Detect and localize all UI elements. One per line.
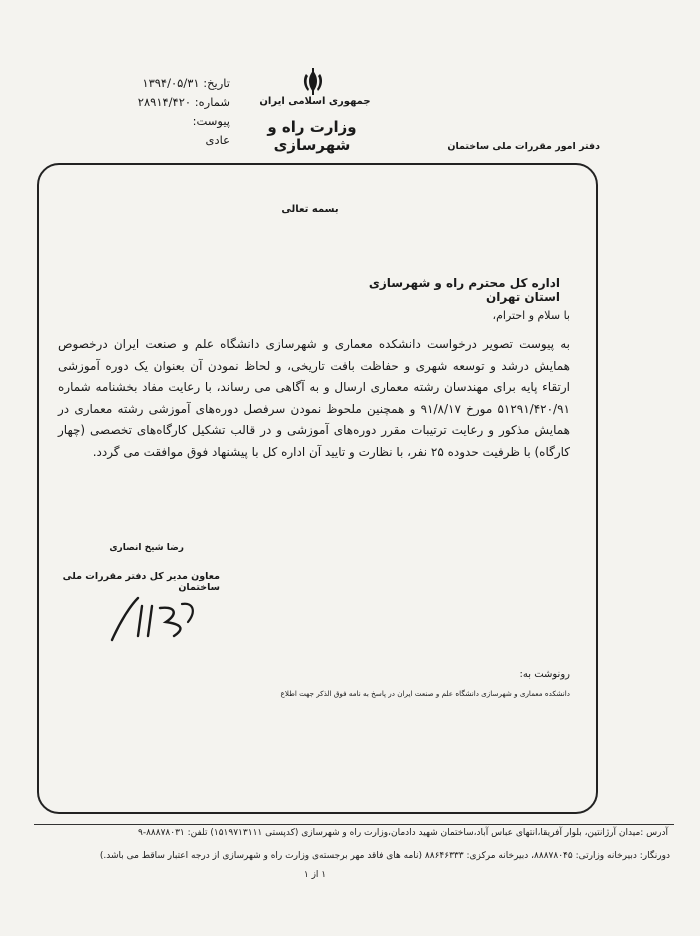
basmala: بسمه تعالی bbox=[281, 204, 339, 215]
footer-divider bbox=[34, 824, 674, 825]
signer-title: معاون مدیر کل دفتر مقررات ملی ساختمان bbox=[62, 571, 220, 593]
iran-emblem-icon bbox=[300, 68, 326, 96]
signature-icon bbox=[108, 592, 198, 644]
footer-address: آدرس :میدان آرژانتین، بلوار آفریقا،انتهای عباس آباد،ساختمان شهید دادمان،وزارت راه و شهرسازی (کدپستی ۱۵۱۹۷۱۳۱۱۱) تلفن: ۸۸۸۷۸۰۳۱-۹ bbox=[137, 828, 668, 838]
greeting: با سلام و احترام، bbox=[492, 309, 570, 322]
cc-recipient: دانشکده معماری و شهرسازی دانشگاه علم و صنعت ایران در پاسخ به نامه فوق الذکر جهت اطلاع bbox=[280, 689, 570, 698]
letter-number: شماره: ۲۸۹۱۴/۴۲۰ bbox=[137, 95, 230, 109]
letter-meta bbox=[60, 74, 230, 150]
cc-label: رونوشت به: bbox=[519, 669, 570, 680]
letter-date: تاریخ: ۱۳۹۴/۰۵/۳۱ bbox=[142, 76, 230, 90]
recipient: اداره کل محترم راه و شهرسازی استان تهران bbox=[368, 276, 560, 304]
ministry-name: وزارت راه و شهرسازی bbox=[267, 118, 357, 154]
page-number: ۱ از ۱ bbox=[303, 870, 327, 880]
letter-attachment: پیوست: bbox=[192, 114, 230, 128]
office-name: دفتر امور مقررات ملی ساختمان bbox=[447, 141, 600, 152]
footer-fax: دورنگار: دبیرخانه وزارتی: ۸۸۸۷۸۰۴۵، دبیرخانه مرکزی: ۸۸۶۴۶۳۳۳ (نامه های فاقد مهر برجسته‌ی وزارت راه و شهرسازی از درجه اعتبار ساقط می باشد.) bbox=[99, 851, 670, 861]
letter-body: به پیوست تصویر درخواست دانشکده معماری و شهرسازی دانشگاه علم و صنعت ایران درخصوص همایش درشد و توسعه شهری و حفاظت بافت تاریخی، و لحاظ نمودن آن بعنوان یک دوره آموزشی ارتقاء پایه برای مهندسان رشته معماری ارسال و به آگاهی می رساند، با رعایت مفاد بخشنامه شماره ۵۱۲۹۱/۴۲۰/۹۱ مورخ ۹۱/۸/۱۷ و همچنین ملحوظ نمودن سرفصل دوره‌های آموزشی رشته معماری در همایش مذکور و رعایت ترتیبات مقرر دوره‌های آموزشی و در قالب تشکیل کارگاه‌های تخصصی (چهار کارگاه) با ظرفیت حدوده ۲۵ نفر، با نظارت و تایید آن اداره کل با پیشنهاد فوق موافقت می گردد. bbox=[58, 337, 570, 459]
letter-classification: عادی bbox=[205, 133, 230, 147]
government-name: جمهوری اسلامی ایران bbox=[259, 96, 371, 107]
letter-frame bbox=[37, 163, 598, 814]
signer-name: رضا شیخ انصاری bbox=[109, 543, 184, 553]
